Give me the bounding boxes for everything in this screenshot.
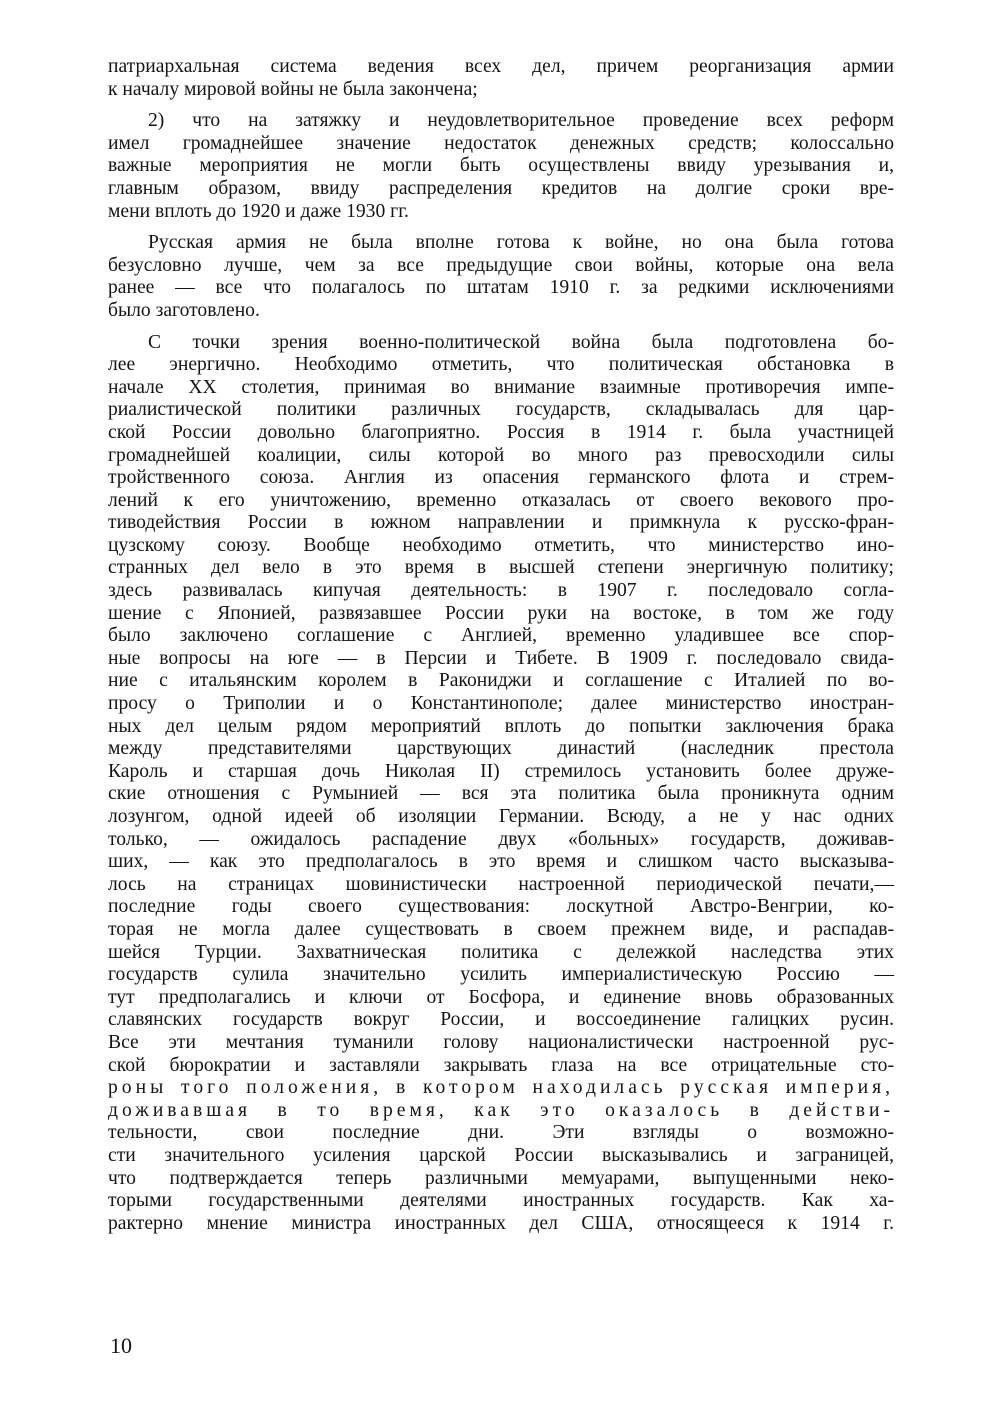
text-line: просу о Триполии и о Константинополе; далее министерство иностран- bbox=[108, 693, 894, 715]
text-line: риалистической политики различных государств, складывалась для цар- bbox=[108, 399, 894, 421]
text-line: между представителями царствующих династий (наследник престола bbox=[108, 738, 894, 760]
page-text bbox=[108, 56, 894, 1235]
text-line: только, — ожидалось распадение двух «больных» государств, доживав- bbox=[108, 828, 894, 850]
text-line: лось на страницах шовинистически настроенной периодической печати,— bbox=[108, 873, 894, 895]
text-line: тут предполагались и ключи от Босфора, и единение вновь образованных bbox=[108, 986, 894, 1008]
text-line: громаднейшей коалиции, силы которой во много раз превосходили силы bbox=[108, 444, 894, 466]
text-line: роны того положения, в котором находилась русская империя, bbox=[108, 1077, 894, 1099]
text-line: доживавшая в то время, как это оказалось в действи- bbox=[108, 1099, 894, 1121]
text-line: ние с итальянским королем в Ракониджи и соглашение с Италией по во- bbox=[108, 670, 894, 692]
text-line: ские отношения с Румынией — вся эта политика была проникнута одним bbox=[108, 783, 894, 805]
text-line: безусловно лучше, чем за все предыдущие свои войны, которые она вела bbox=[108, 254, 894, 276]
text-line: торая не могла далее существовать в своем прежнем виде, и распадав- bbox=[108, 918, 894, 940]
text-line: С точки зрения военно-политической война была подготовлена бо- bbox=[148, 331, 894, 353]
text-line: лее энергично. Необходимо отметить, что политическая обстановка в bbox=[108, 354, 894, 376]
paragraph-3 bbox=[108, 232, 894, 322]
text-line: тиводействия России в южном направлении и примкнула к русско-фран- bbox=[108, 512, 894, 534]
text-line: ской России довольно благоприятно. Россия в 1914 г. была участницей bbox=[108, 421, 894, 443]
text-line: тельности, свои последние дни. Эти взгляды о возможно- bbox=[108, 1122, 894, 1144]
text-line: 2) что на затяжку и неудовлетворительное проведение всех реформ bbox=[148, 110, 894, 132]
text-line: главным образом, ввиду распределения кредитов на долгие сроки вре- bbox=[108, 177, 894, 199]
text-line: мени вплоть до 1920 и даже 1930 гг. bbox=[108, 200, 409, 222]
text-line: последние годы своего существования: лоскутной Австро-Венгрии, ко- bbox=[108, 896, 894, 918]
page-number: 10 bbox=[110, 1333, 132, 1358]
text-line: славянских государств вокруг России, и воссоединение галицких русин. bbox=[108, 1009, 894, 1031]
text-line: сти значительного усиления царской России высказывались и заграницей, bbox=[108, 1144, 894, 1166]
text-line: торыми государственными деятелями иностранных государств. Как ха- bbox=[108, 1190, 894, 1212]
text-line: к началу мировой войны не была закончена; bbox=[108, 78, 478, 100]
paragraph-4 bbox=[108, 332, 894, 1236]
text-line: ных дел целым рядом мероприятий вплоть до попытки заключения брака bbox=[108, 715, 894, 737]
text-line: начале XX столетия, принимая во внимание взаимные противоречия импе- bbox=[108, 376, 894, 398]
text-line: имел громаднейшее значение недостаток денежных средств; колоссально bbox=[108, 132, 894, 154]
text-line: ской бюрократии и заставляли закрывать глаза на все отрицательные сто- bbox=[108, 1054, 894, 1076]
text-line: шение с Японией, развязавшее России руки на востоке, в том же году bbox=[108, 602, 894, 624]
text-line: лений к его уничтожению, временно отказалась от своего векового про- bbox=[108, 489, 894, 511]
text-line: важные мероприятия не могли быть осуществлены ввиду урезывания и, bbox=[108, 155, 894, 177]
text-line: патриархальная система ведения всех дел, причем реорганизация армии bbox=[108, 56, 894, 77]
text-line: Все эти мечтания туманили голову националистически настроенной рус- bbox=[108, 1031, 894, 1053]
text-line: было заготовлено. bbox=[108, 299, 260, 321]
text-line: цузскому союзу. Вообще необходимо отметить, что министерство ино- bbox=[108, 534, 894, 556]
text-line: лозунгом, одной идеей об изоляции Германии. Всюду, а не у нас одних bbox=[108, 806, 894, 827]
text-line: Кароль и старшая дочь Николая II) стремилось установить более друже- bbox=[108, 760, 894, 782]
paragraph-1 bbox=[108, 56, 894, 101]
text-line: ших, — как это предполагалось в это время и слишком часто высказыва- bbox=[108, 851, 894, 873]
text-line: государств сулила значительно усилить империалистическую Россию — bbox=[108, 964, 894, 986]
text-line: тройственного союза. Англия из опасения германского флота и стрем- bbox=[108, 467, 894, 489]
text-line: что подтверждается теперь различными мемуарами, выпущенными неко- bbox=[108, 1167, 894, 1189]
text-line: было заключено соглашение с Англией, временно уладившее все спор- bbox=[108, 625, 894, 647]
text-line: шейся Турции. Захватническая политика с дележкой наследства этих bbox=[108, 941, 894, 963]
text-line: ные вопросы на юге — в Персии и Тибете. В 1909 г. последовало свида- bbox=[108, 647, 894, 669]
text-line: здесь развивалась кипучая деятельность: в 1907 г. последовало согла- bbox=[108, 580, 894, 602]
paragraph-2 bbox=[108, 110, 894, 223]
text-line: рактерно мнение министра иностранных дел США, относящееся к 1914 г. bbox=[108, 1212, 894, 1234]
text-line: Русская армия не была вполне готова к войне, но она была готова bbox=[148, 232, 894, 254]
text-line: ранее — все что полагалось по штатам 1910 г. за редкими исключениями bbox=[108, 277, 894, 299]
text-line: странных дел вело в это время в высшей степени энергичную политику; bbox=[108, 557, 894, 579]
